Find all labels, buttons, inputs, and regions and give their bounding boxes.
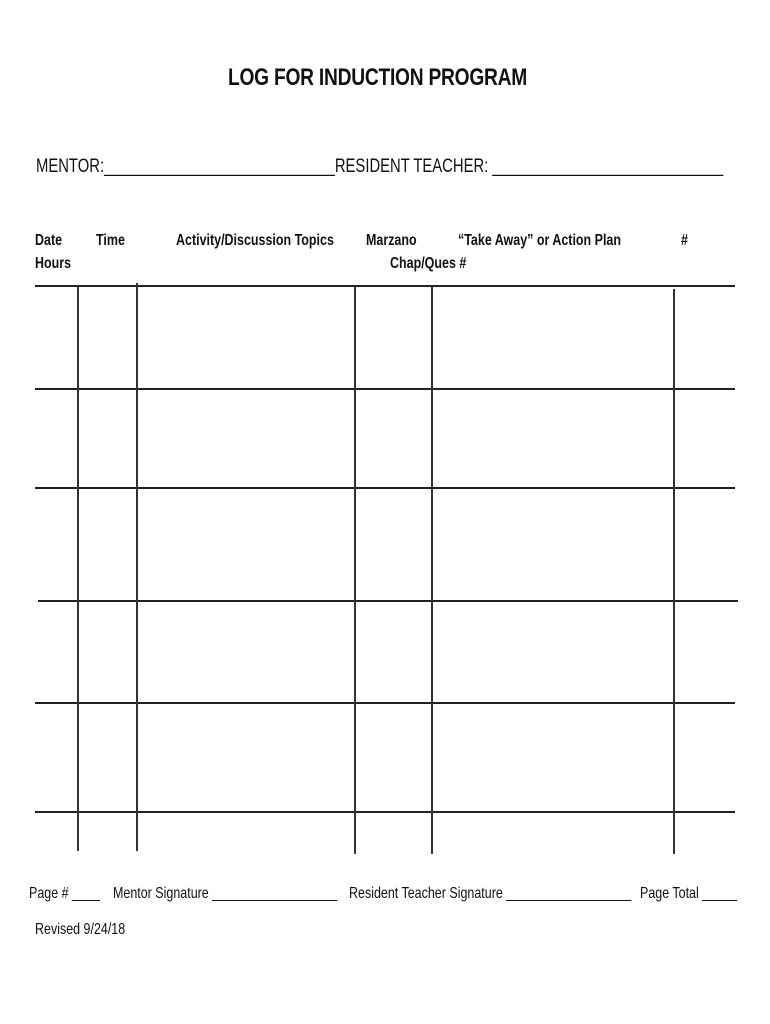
mentor-label: MENTOR: <box>36 156 105 177</box>
table-row-divider <box>35 388 735 390</box>
table-column-divider <box>136 283 138 851</box>
col-header-activity: Activity/Discussion Topics <box>176 232 334 249</box>
col-header-time: Time <box>96 232 125 249</box>
col-header-hours: Hours <box>35 255 72 272</box>
table-row-divider <box>35 702 735 704</box>
table-column-divider <box>673 289 675 854</box>
col-header-marzano: Marzano <box>366 232 417 249</box>
table-row-divider <box>35 487 735 489</box>
col-header-takeaway: “Take Away” or Action Plan <box>458 232 621 249</box>
table-column-divider <box>431 287 433 854</box>
table-header-rule <box>35 285 735 287</box>
mentor-name-field[interactable]: ____________________________ <box>104 156 335 177</box>
form-title: LOG FOR INDUCTION PROGRAM <box>228 64 528 91</box>
table-row-divider <box>38 600 738 602</box>
table-row-divider <box>35 811 735 813</box>
table-column-divider <box>77 287 79 851</box>
revision-date: Revised 9/24/18 <box>35 921 126 938</box>
table-column-divider <box>354 287 356 854</box>
col-header-chap-ques: Chap/Ques # <box>390 255 467 272</box>
col-header-date: Date <box>35 232 63 249</box>
name-fields-row <box>36 156 770 178</box>
resident-teacher-label: RESIDENT TEACHER: <box>334 156 489 177</box>
resident-teacher-signature-field[interactable]: Resident Teacher Signature __________________ <box>349 885 632 902</box>
resident-teacher-name-field[interactable]: ____________________________ <box>492 156 724 177</box>
page-number-field[interactable]: Page # ____ <box>29 885 100 902</box>
page-total-field[interactable]: Page Total _____ <box>640 885 737 902</box>
mentor-signature-field[interactable]: Mentor Signature __________________ <box>113 885 338 902</box>
col-header-number: # <box>681 232 688 249</box>
